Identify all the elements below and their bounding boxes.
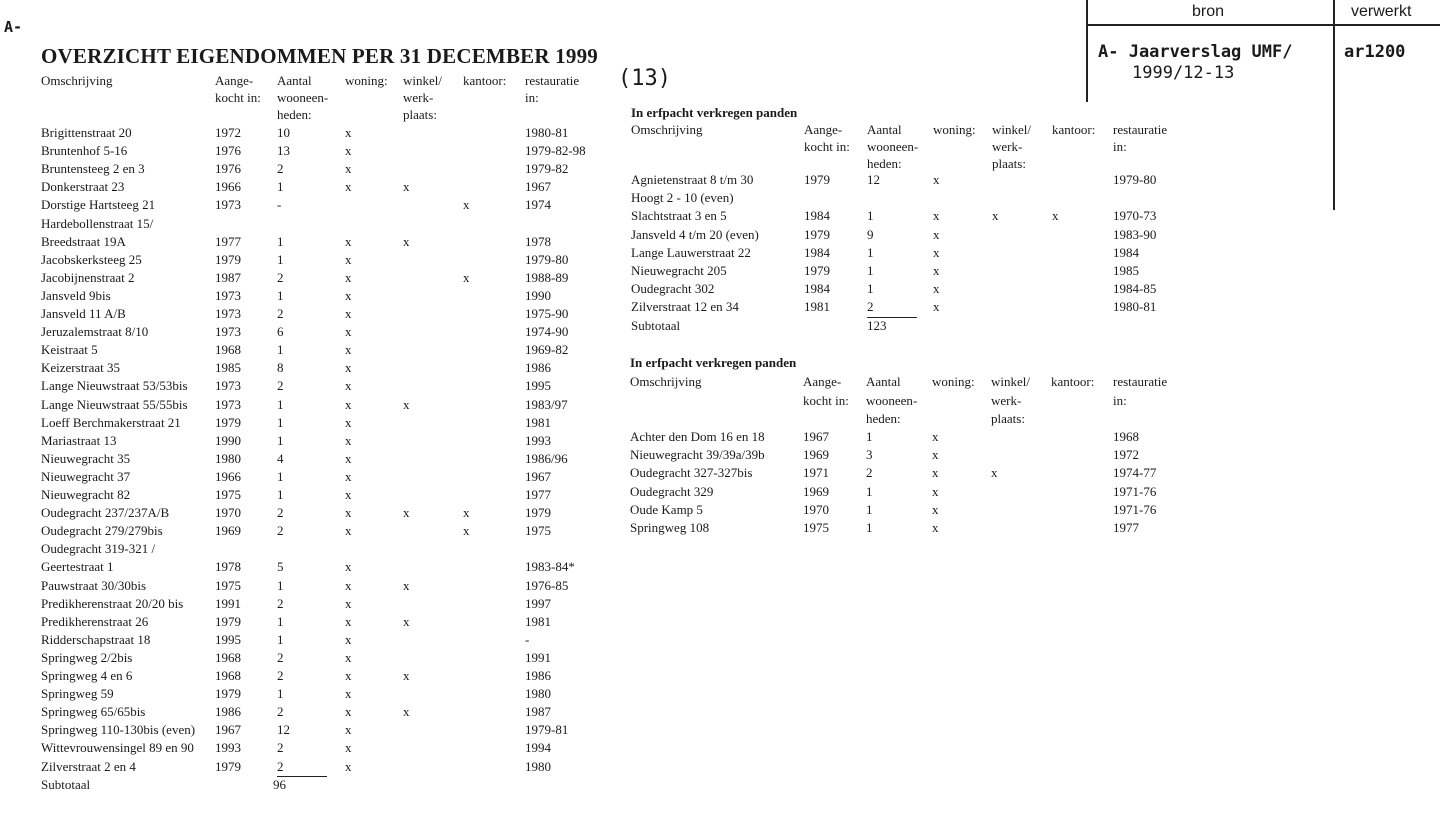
cell-aantal: 1: [277, 613, 284, 629]
cell-woning: x: [345, 306, 352, 321]
cell-jaar: 1972: [215, 125, 241, 140]
cell-omschrijving: Jacobskerksteeg 25: [41, 251, 142, 267]
cell-restauratie: 1991: [525, 649, 551, 665]
cell-omschrijving: Oudegracht 237/237A/B: [41, 505, 170, 521]
cell-omschrijving: Keizerstraat 35: [41, 360, 121, 376]
header-kantoor: kantoor:: [463, 73, 507, 88]
cell-jaar: 1976: [215, 143, 241, 159]
right-table-1: [631, 104, 1191, 334]
cell-aantal: 1: [277, 233, 284, 249]
cell-woning: x: [345, 179, 352, 195]
cell-restauratie: 1994: [525, 740, 551, 756]
cell-woning: x: [933, 226, 940, 242]
stamp-verwerkt-value: ar1200: [1344, 42, 1406, 62]
cell-aantal: 13: [277, 143, 290, 159]
cell-woning: x: [345, 161, 352, 177]
cell-restauratie: 1990: [525, 287, 551, 303]
cell-winkel: x: [991, 465, 998, 481]
right1-subtotal-value: 123: [867, 318, 887, 333]
header-woning: woning:: [933, 122, 976, 137]
cell-woning: x: [345, 631, 352, 647]
header-woning: woning:: [932, 374, 975, 389]
cell-omschrijving: Nieuwegracht 39/39a/39b: [630, 447, 765, 463]
cell-woning: x: [345, 468, 352, 484]
cell-aantal: 1: [866, 520, 873, 535]
header-restauratie: restauratie in:: [1113, 374, 1168, 408]
cell-jaar: 1973: [215, 197, 241, 213]
cell-woning: x: [932, 429, 939, 444]
cell-aantal: 2: [277, 161, 284, 177]
cell-jaar: 1995: [215, 631, 241, 647]
cell-aantal: 1: [866, 501, 873, 517]
cell-jaar: 1966: [215, 179, 241, 195]
cell-omschrijving: Lange Nieuwstraat 55/55bis: [41, 396, 188, 412]
cell-aantal: 2: [277, 758, 327, 777]
cell-jaar: 1993: [215, 740, 241, 756]
cell-jaar: 1966: [215, 468, 241, 484]
cell-jaar: 1991: [215, 595, 241, 611]
right1-subtotal-label: Subtotaal: [631, 318, 681, 333]
cell-jaar: 1979: [215, 414, 241, 430]
left-table: [41, 72, 601, 812]
cell-woning: x: [345, 613, 352, 629]
cell-jaar: 1979: [215, 613, 241, 629]
cell-restauratie: 1968: [1113, 429, 1139, 444]
cell-restauratie: 1976-85: [525, 577, 569, 593]
cell-aantal: 4: [277, 450, 284, 466]
cell-omschrijving: Keistraat 5: [41, 342, 98, 358]
cell-omschrijving: Jacobijnenstraat 2: [41, 269, 135, 285]
cell-omschrijving: Zilverstraat 12 en 34: [631, 299, 739, 315]
cell-aantal: 1: [277, 432, 284, 448]
header-aangekocht: Aange- kocht in:: [803, 374, 849, 408]
cell-restauratie: 1997: [525, 595, 551, 611]
cell-jaar: 1969: [215, 523, 241, 539]
header-restauratie: restauratie in:: [525, 73, 580, 105]
left-subtotal-label: Subtotaal: [41, 777, 91, 792]
cell-jaar: 1967: [803, 429, 829, 444]
cell-jaar: 1969: [803, 447, 829, 463]
cell-omschrijving: Oudegracht 329: [630, 483, 714, 499]
cell-woning: x: [345, 396, 352, 412]
stamp-bron-line2: 1999/12-13: [1132, 63, 1235, 83]
cell-restauratie: 1986: [525, 668, 551, 683]
cell-omschrijving: Hoogt 2 - 10 (even): [631, 190, 734, 206]
cell-omschrijving: Donkerstraat 23: [41, 179, 125, 195]
header-winkel: winkel/ werk- plaats:: [403, 73, 442, 122]
cell-aantal: 2: [277, 740, 284, 756]
cell-aantal: 1: [277, 468, 284, 484]
cell-winkel: x: [403, 233, 410, 249]
cell-jaar: 1979: [804, 263, 830, 278]
cell-aantal: 1: [277, 686, 284, 702]
cell-omschrijving: Springweg 59: [41, 686, 114, 702]
cell-omschrijving: Dorstige Hartsteeg 21: [41, 197, 156, 213]
cell-kantoor: x: [463, 523, 470, 539]
cell-jaar: 1976: [215, 161, 241, 177]
cell-restauratie: 1974-77: [1113, 465, 1157, 481]
cell-woning: x: [345, 324, 352, 340]
cell-restauratie: 1979-81: [525, 722, 569, 738]
stamp-bron-header: bron: [1192, 3, 1225, 20]
cell-restauratie: 1972: [1113, 447, 1139, 463]
cell-restauratie: 1981: [525, 414, 551, 430]
cell-omschrijving: Oudegracht 302: [631, 281, 715, 297]
cell-restauratie: 1977: [1113, 520, 1139, 535]
cell-aantal: 1: [277, 287, 284, 303]
cell-aantal: 1: [277, 577, 284, 593]
cell-omschrijving: Geertestraat 1: [41, 559, 114, 575]
cell-jaar: 1987: [215, 269, 241, 285]
cell-woning: x: [345, 740, 352, 756]
cell-jaar: 1984: [804, 244, 830, 260]
cell-jaar: 1975: [215, 577, 241, 593]
cell-omschrijving: Hardebollenstraat 15/: [41, 215, 154, 231]
cell-woning: x: [933, 244, 940, 260]
stamp-left-border: [1086, 0, 1088, 102]
cell-woning: x: [345, 287, 352, 303]
cell-restauratie: 1977: [525, 487, 551, 502]
header-aantal: Aantal wooneen- heden:: [277, 73, 329, 122]
cell-omschrijving: Oudegracht 319-321 /: [41, 541, 156, 557]
cell-winkel: x: [992, 208, 999, 224]
cell-aantal: 1: [277, 631, 284, 647]
cell-aantal: 1: [277, 487, 284, 502]
cell-omschrijving: Jeruzalemstraat 8/10: [41, 324, 149, 340]
cell-woning: x: [345, 487, 352, 502]
cell-woning: x: [345, 143, 352, 159]
cell-woning: x: [345, 233, 352, 249]
header-aantal: Aantal wooneen- heden:: [866, 374, 918, 426]
cell-winkel: x: [403, 396, 410, 412]
cell-restauratie: 1980-81: [1113, 299, 1157, 315]
cell-restauratie: 1979-82-98: [525, 143, 586, 159]
cell-jaar: 1979: [804, 172, 830, 187]
cell-omschrijving: Nieuwegracht 205: [631, 263, 727, 278]
cell-omschrijving: Oudegracht 327-327bis: [630, 465, 753, 481]
cell-jaar: 1967: [215, 722, 241, 738]
cell-jaar: 1978: [215, 559, 241, 575]
cell-jaar: 1985: [215, 360, 241, 376]
cell-jaar: 1979: [215, 686, 241, 702]
cell-aantal: 2: [277, 649, 284, 665]
cell-restauratie: 1988-89: [525, 269, 569, 285]
cell-restauratie: 1974: [525, 197, 551, 213]
cell-winkel: x: [403, 613, 410, 629]
cell-woning: x: [345, 649, 352, 665]
cell-restauratie: 1981: [525, 613, 551, 629]
cell-woning: x: [345, 722, 352, 738]
cell-aantal: 2: [277, 505, 284, 521]
cell-restauratie: 1986/96: [525, 450, 568, 466]
cell-jaar: 1990: [215, 432, 241, 448]
cell-aantal: 8: [277, 360, 284, 376]
cell-omschrijving: Nieuwegracht 82: [41, 487, 131, 502]
cell-omschrijving: Springweg 108: [630, 520, 710, 535]
cell-woning: x: [345, 432, 352, 448]
cell-winkel: x: [403, 577, 410, 593]
cell-restauratie: 1986: [525, 360, 551, 376]
cell-restauratie: 1983-84*: [525, 559, 575, 575]
cell-omschrijving: Pauwstraat 30/30bis: [41, 577, 147, 593]
cell-aantal: -: [277, 197, 282, 213]
cell-aantal: 2: [277, 704, 284, 720]
stamp-bron-line1: A- Jaarverslag UMF/: [1098, 42, 1293, 62]
cell-restauratie: 1974-90: [525, 324, 569, 340]
cell-aantal: 2: [866, 465, 873, 481]
cell-omschrijving: Jansveld 11 A/B: [41, 306, 126, 321]
cell-jaar: 1973: [215, 306, 241, 321]
cell-aantal: 2: [277, 306, 284, 321]
cell-aantal: 12: [277, 722, 290, 738]
cell-jaar: 1986: [215, 704, 241, 720]
cell-woning: x: [933, 172, 940, 187]
cell-woning: x: [345, 668, 352, 683]
cell-restauratie: 1987: [525, 704, 551, 720]
cell-restauratie: 1980-81: [525, 125, 569, 140]
right-table-1-title: In erfpacht verkregen panden: [631, 105, 798, 120]
cell-woning: x: [345, 686, 352, 702]
cell-woning: x: [932, 465, 939, 481]
cell-woning: x: [345, 125, 352, 140]
cell-aantal: 6: [277, 324, 284, 340]
cell-omschrijving: Jansveld 9bis: [41, 287, 111, 303]
cell-restauratie: 1971-76: [1113, 483, 1157, 499]
cell-restauratie: 1980: [525, 686, 551, 702]
cell-restauratie: 1984-85: [1113, 281, 1157, 297]
cell-omschrijving: Breedstraat 19A: [41, 233, 126, 249]
cell-jaar: 1968: [215, 342, 241, 358]
cell-woning: x: [345, 523, 352, 539]
cell-woning: x: [345, 450, 352, 466]
header-winkel: winkel/ werk- plaats:: [992, 122, 1031, 171]
cell-restauratie: 1993: [525, 432, 551, 448]
cell-woning: x: [345, 577, 352, 593]
cell-restauratie: 1983-90: [1113, 226, 1157, 242]
cell-omschrijving: Bruntensteeg 2 en 3: [41, 161, 145, 177]
cell-aantal: 1: [867, 263, 874, 278]
cell-winkel: x: [403, 704, 410, 720]
cell-aantal: 1: [277, 179, 284, 195]
cell-restauratie: 1979-82: [525, 161, 569, 177]
cell-aantal: 5: [277, 559, 284, 575]
cell-restauratie: 1975: [525, 523, 551, 539]
cell-aantal: 3: [866, 447, 873, 463]
cell-jaar: 1979: [804, 226, 830, 242]
corner-mark: A-: [4, 18, 23, 36]
cell-jaar: 1980: [215, 450, 241, 466]
cell-aantal: 2: [277, 595, 284, 611]
cell-restauratie: 1979-80: [1113, 172, 1157, 187]
cell-woning: x: [933, 208, 940, 224]
cell-jaar: 1979: [215, 758, 241, 774]
cell-omschrijving: Oude Kamp 5: [630, 501, 703, 517]
cell-omschrijving: Mariastraat 13: [41, 432, 117, 448]
cell-woning: x: [345, 378, 352, 394]
cell-omschrijving: Bruntenhof 5-16: [41, 143, 128, 159]
cell-omschrijving: Jansveld 4 t/m 20 (even): [631, 226, 759, 242]
cell-winkel: x: [403, 179, 410, 195]
stamp-divider: [1333, 0, 1335, 210]
cell-aantal: 10: [277, 125, 290, 140]
cell-jaar: 1973: [215, 378, 241, 394]
cell-woning: x: [345, 414, 352, 430]
cell-omschrijving: Achter den Dom 16 en 18: [630, 429, 765, 444]
header-winkel: winkel/ werk- plaats:: [991, 374, 1030, 426]
cell-winkel: x: [403, 668, 410, 683]
cell-woning: x: [345, 595, 352, 611]
cell-aantal: 9: [867, 226, 874, 242]
cell-woning: x: [345, 251, 352, 267]
cell-jaar: 1979: [215, 251, 241, 267]
cell-omschrijving: Brigittenstraat 20: [41, 125, 132, 140]
cell-jaar: 1975: [803, 520, 829, 535]
cell-restauratie: 1979: [525, 505, 551, 521]
cell-woning: x: [345, 360, 352, 376]
cell-restauratie: 1980: [525, 758, 551, 774]
cell-restauratie: 1984: [1113, 244, 1139, 260]
cell-woning: x: [345, 559, 352, 575]
cell-aantal: 2: [277, 269, 284, 285]
cell-kantoor: x: [463, 269, 470, 285]
cell-restauratie: 1983/97: [525, 396, 568, 412]
cell-omschrijving: Nieuwegracht 37: [41, 468, 131, 484]
cell-jaar: 1970: [215, 505, 241, 521]
cell-restauratie: 1971-76: [1113, 501, 1157, 517]
cell-aantal: 1: [277, 414, 284, 430]
cell-aantal: 2: [277, 378, 284, 394]
cell-woning: x: [345, 342, 352, 358]
cell-restauratie: 1970-73: [1113, 208, 1157, 224]
left-subtotal-value: 96: [273, 777, 286, 792]
cell-woning: x: [932, 501, 939, 517]
cell-woning: x: [933, 263, 940, 278]
cell-jaar: 1973: [215, 287, 241, 303]
cell-woning: x: [932, 447, 939, 463]
stamp-verwerkt-header: verwerkt: [1351, 3, 1412, 20]
cell-kantoor: x: [463, 197, 470, 213]
cell-woning: x: [932, 483, 939, 499]
cell-restauratie: 1975-90: [525, 306, 569, 321]
cell-aantal: 2: [867, 298, 917, 317]
cell-woning: x: [932, 520, 939, 535]
cell-omschrijving: Lange Nieuwstraat 53/53bis: [41, 378, 188, 394]
header-woning: woning:: [345, 73, 388, 88]
cell-omschrijving: Springweg 65/65bis: [41, 704, 146, 720]
right-table-2: [630, 354, 1190, 544]
cell-omschrijving: Wittevrouwensingel 89 en 90: [41, 740, 194, 756]
cell-omschrijving: Springweg 4 en 6: [41, 668, 133, 683]
cell-jaar: 1975: [215, 487, 241, 502]
cell-restauratie: 1995: [525, 378, 551, 394]
cell-restauratie: 1979-80: [525, 251, 569, 267]
cell-restauratie: 1978: [525, 233, 551, 249]
cell-woning: x: [345, 704, 352, 720]
cell-omschrijving: Ridderschapstraat 18: [41, 631, 151, 647]
right-table-2-title: In erfpacht verkregen panden: [630, 355, 797, 370]
cell-kantoor: x: [1052, 208, 1059, 224]
cell-restauratie: -: [525, 631, 530, 647]
cell-aantal: 2: [277, 523, 284, 539]
cell-woning: x: [345, 505, 352, 521]
cell-aantal: 12: [867, 172, 880, 187]
cell-omschrijving: Predikherenstraat 20/20 bis: [41, 595, 184, 611]
cell-aantal: 1: [866, 429, 873, 444]
cell-aantal: 1: [277, 396, 284, 412]
header-kantoor: kantoor:: [1051, 374, 1095, 389]
cell-jaar: 1971: [803, 465, 829, 481]
cell-woning: x: [345, 269, 352, 285]
page-title: OVERZICHT EIGENDOMMEN PER 31 DECEMBER 1999: [41, 44, 598, 68]
cell-kantoor: x: [463, 505, 470, 521]
cell-aantal: 1: [867, 208, 874, 224]
cell-aantal: 1: [867, 281, 874, 297]
cell-woning: x: [345, 758, 352, 774]
header-kantoor: kantoor:: [1052, 122, 1096, 137]
cell-jaar: 1981: [804, 299, 830, 315]
header-omschrijving: Omschrijving: [630, 374, 702, 389]
cell-restauratie: 1985: [1113, 263, 1139, 278]
header-omschrijving: Omschrijving: [41, 73, 113, 88]
cell-jaar: 1984: [804, 208, 830, 224]
cell-jaar: 1968: [215, 649, 241, 665]
header-aantal: Aantal wooneen- heden:: [867, 122, 919, 171]
cell-omschrijving: Springweg 110-130bis (even): [41, 722, 196, 738]
stamp-header-rule: [1086, 24, 1440, 26]
cell-aantal: 1: [866, 483, 873, 499]
cell-aantal: 1: [277, 251, 284, 267]
cell-omschrijving: Nieuwegracht 35: [41, 450, 131, 466]
cell-omschrijving: Lange Lauwerstraat 22: [631, 244, 751, 260]
cell-omschrijving: Zilverstraat 2 en 4: [41, 758, 136, 774]
cell-jaar: 1977: [215, 233, 241, 249]
cell-omschrijving: Slachtstraat 3 en 5: [631, 208, 727, 224]
cell-jaar: 1969: [803, 483, 829, 499]
cell-aantal: 2: [277, 668, 284, 683]
cell-omschrijving: Agnietenstraat 8 t/m 30: [631, 172, 754, 187]
header-omschrijving: Omschrijving: [631, 122, 703, 137]
header-aangekocht: Aange- kocht in:: [804, 122, 850, 154]
cell-jaar: 1970: [803, 501, 829, 517]
cell-aantal: 1: [867, 244, 874, 260]
cell-woning: x: [933, 281, 940, 297]
cell-jaar: 1984: [804, 281, 830, 297]
cell-omschrijving: Predikherenstraat 26: [41, 613, 149, 629]
cell-jaar: 1973: [215, 396, 241, 412]
header-aangekocht: Aange- kocht in:: [215, 73, 261, 105]
cell-jaar: 1968: [215, 668, 241, 683]
cell-omschrijving: Loeff Berchmakerstraat 21: [41, 414, 181, 430]
cell-omschrijving: Springweg 2/2bis: [41, 649, 133, 665]
cell-restauratie: 1969-82: [525, 342, 569, 358]
cell-winkel: x: [403, 505, 410, 521]
cell-omschrijving: Oudegracht 279/279bis: [41, 523, 163, 539]
cell-aantal: 1: [277, 342, 284, 358]
page-number: (13): [618, 66, 671, 91]
cell-restauratie: 1967: [525, 179, 551, 195]
cell-restauratie: 1967: [525, 468, 551, 484]
header-restauratie: restauratie in:: [1113, 122, 1168, 154]
cell-woning: x: [933, 299, 940, 315]
cell-jaar: 1973: [215, 324, 241, 340]
